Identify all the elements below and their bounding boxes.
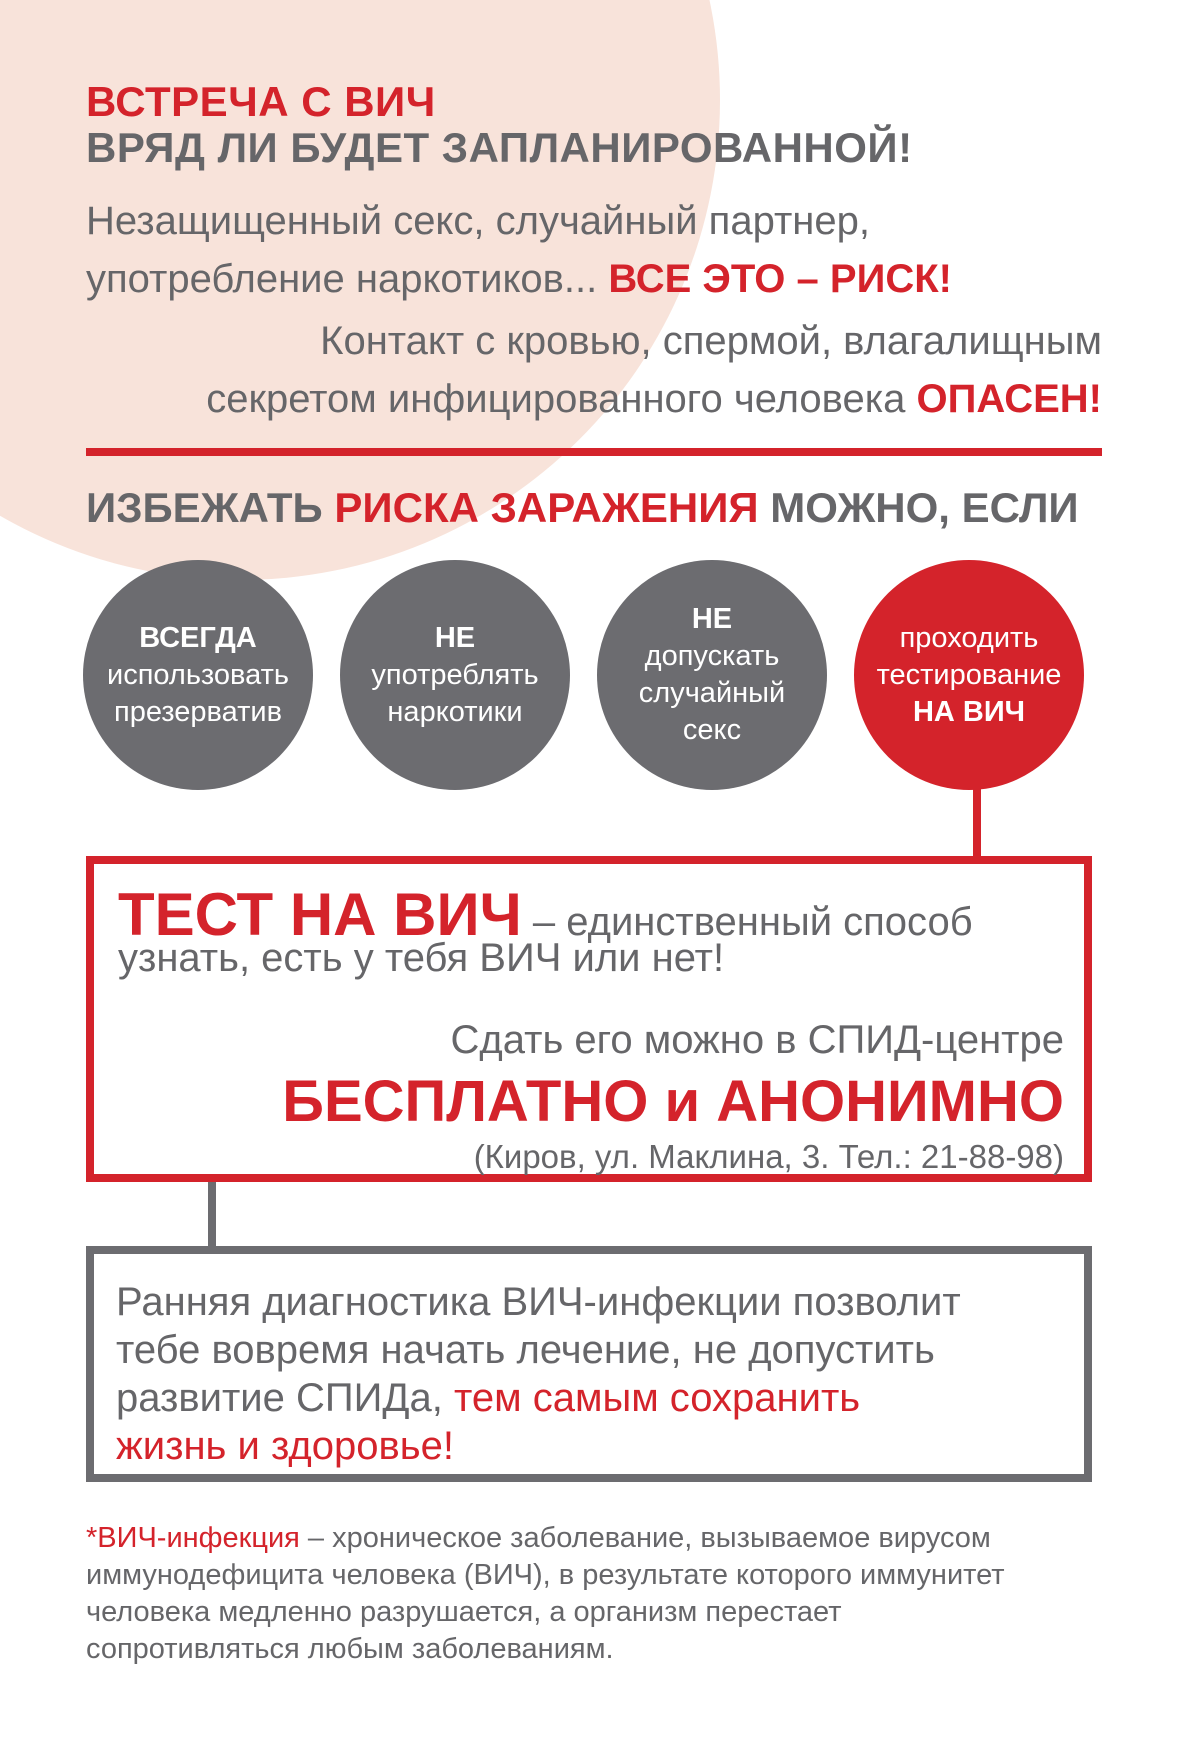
footnote-line-1-text: – хроническое заболевание, вызываемое вирусом <box>299 1522 991 1554</box>
circle-4-line-1: проходить <box>899 621 1039 654</box>
early-line-2: тебе вовремя начать лечение, не допустить <box>116 1328 935 1372</box>
circle-3-line-2: допускать <box>644 640 780 672</box>
contact-paragraph <box>206 312 1102 428</box>
circle-get-tested <box>854 560 1084 790</box>
early-diagnosis-text <box>116 1278 961 1470</box>
test-headline-big: ТЕСТ НА ВИЧ <box>118 881 522 948</box>
risk-emphasis: ВСЕ ЭТО – РИСК! <box>608 257 952 301</box>
gray-connector-line <box>208 1182 216 1248</box>
early-line-3-emphasis: тем самым сохранить <box>453 1376 861 1420</box>
footnote <box>86 1520 1005 1668</box>
risk-line-2-text: употребление наркотиков... <box>86 257 598 301</box>
early-line-3-text: развитие СПИДа, <box>116 1376 443 1420</box>
contact-emphasis: ОПАСЕН! <box>916 377 1102 421</box>
avoid-post: МОЖНО, ЕСЛИ <box>770 484 1079 531</box>
risk-paragraph <box>86 192 952 308</box>
contact-line-1: Контакт с кровью, спермой, влагалищным <box>320 319 1102 363</box>
footnote-term: *ВИЧ-инфекция <box>86 1522 300 1554</box>
avoid-emphasis: РИСКА ЗАРАЖЕНИЯ <box>334 484 759 531</box>
test-where: Сдать его можно в СПИД-центре <box>450 1018 1064 1062</box>
risk-line-1: Незащищенный секс, случайный партнер, <box>86 199 870 243</box>
circle-no-casual-sex <box>597 560 827 790</box>
circle-1-line-3: презерватив <box>113 695 282 728</box>
circle-2-line-2: употреблять <box>371 658 539 691</box>
early-line-4: жизнь и здоровье! <box>116 1424 454 1468</box>
test-free-anonymous: БЕСПЛАТНО и АНОНИМНО <box>282 1069 1064 1134</box>
circle-1-line-1: ВСЕГДА <box>139 621 257 654</box>
avoid-pre: ИЗБЕЖАТЬ <box>86 484 323 531</box>
headline-gray: ВРЯД ЛИ БУДЕТ ЗАПЛАНИРОВАННОЙ! <box>86 124 913 171</box>
circle-use-condom <box>83 560 313 790</box>
test-line-2: узнать, есть у тебя ВИЧ или нет! <box>118 936 725 980</box>
circle-3-line-3: случайный <box>638 677 786 709</box>
circle-4-line-2: тестирование <box>876 658 1062 691</box>
footnote-line-2: иммунодефицита человека (ВИЧ), в результате которого иммунитет <box>86 1559 1005 1591</box>
red-connector-line <box>973 788 981 858</box>
test-headline-rest: – единственный способ <box>521 900 973 944</box>
center-address: (Киров, ул. Маклина, 3. Тел.: 21-88-98) <box>473 1138 1064 1175</box>
headline-red: ВСТРЕЧА С ВИЧ <box>86 78 436 125</box>
circle-2-line-1: НЕ <box>434 621 476 654</box>
avoid-heading <box>86 484 1079 532</box>
circle-4-line-3: НА ВИЧ <box>912 695 1026 728</box>
circle-no-drugs <box>340 560 570 790</box>
footnote-line-1 <box>86 1520 1005 1557</box>
circle-2-line-3: наркотики <box>387 695 523 728</box>
footnote-line-3: человека медленно разрушается, а организм перестает <box>86 1596 842 1628</box>
contact-line-2 <box>206 370 1102 428</box>
contact-line-2-text: секретом инфицированного человека <box>206 377 906 421</box>
red-divider <box>86 448 1102 456</box>
early-line-3 <box>116 1374 961 1422</box>
circle-3-line-4: секс <box>682 714 742 746</box>
circle-3-line-1: НЕ <box>691 603 733 635</box>
footnote-line-4: сопротивляться любым заболеваниям. <box>86 1633 614 1665</box>
risk-line-2 <box>86 250 952 308</box>
early-line-1: Ранняя диагностика ВИЧ-инфекции позволит <box>116 1280 961 1324</box>
circle-1-line-2: использовать <box>107 658 289 691</box>
